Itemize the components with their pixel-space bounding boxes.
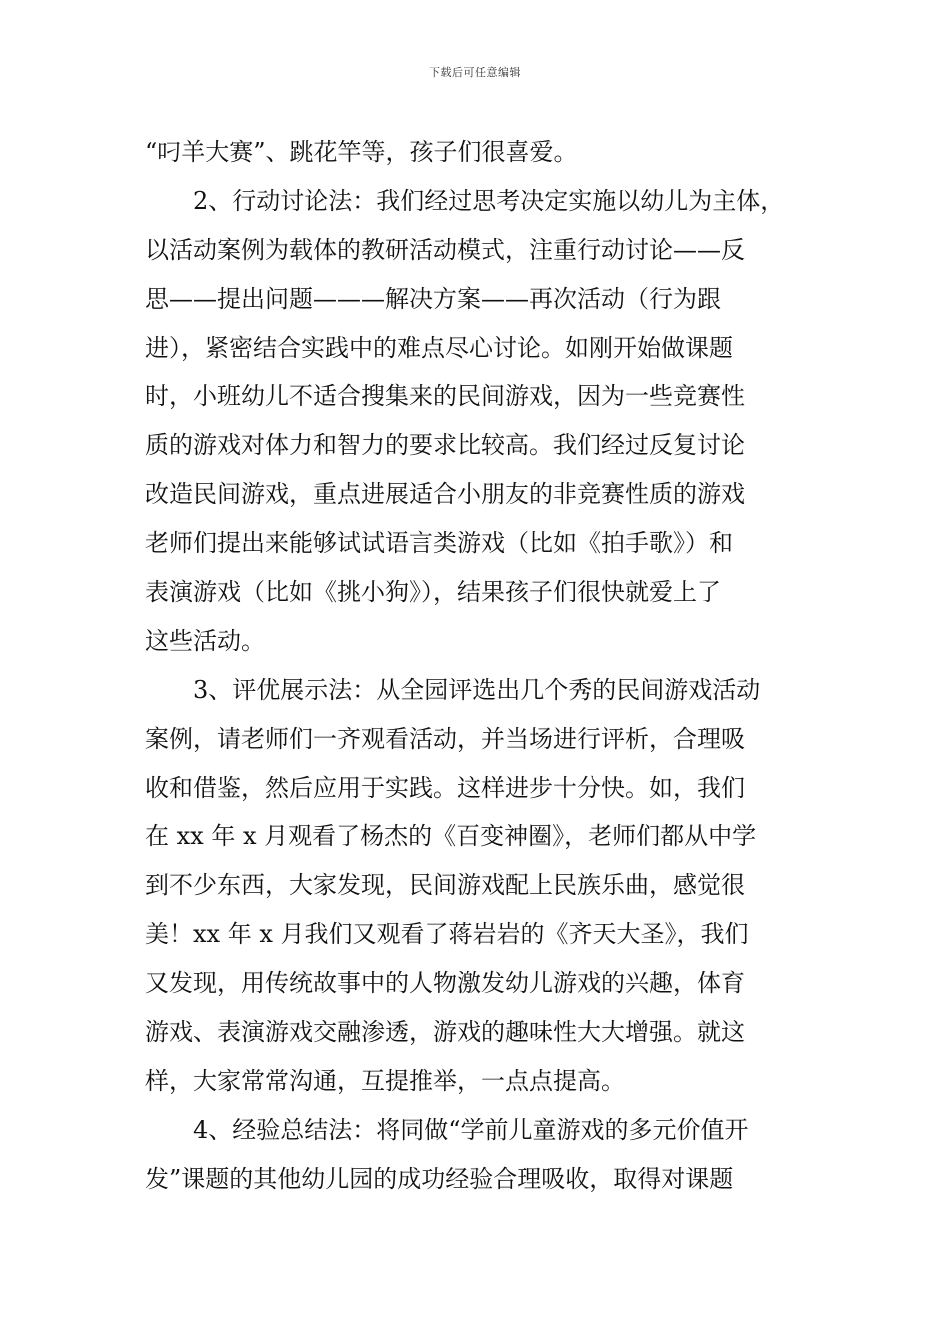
text-line: 游戏、表演游戏交融渗透，游戏的趣味性大大增强。就这 bbox=[145, 1018, 745, 1047]
text-line: 在 xx 年 x 月观看了杨杰的《百变神圈》，老师们都从中学 bbox=[145, 822, 757, 851]
text-line: 3、评优展示法：从全园评选出几个秀的民间游戏活动 bbox=[193, 675, 761, 704]
document-body bbox=[145, 128, 825, 1204]
text-line: 进），紧密结合实践中的难点尽心讨论。如刚开始做课题 bbox=[145, 333, 733, 362]
text-line: 4、经验总结法：将同做“学前儿童游戏的多元价值开 bbox=[193, 1115, 749, 1144]
text-line: 案例，请老师们一齐观看活动，并当场进行评析，合理吸 bbox=[145, 724, 745, 753]
text-line: 以活动案例为载体的教研活动模式，注重行动讨论——反 bbox=[145, 235, 745, 264]
text-line: 美！xx 年 x 月我们又观看了蒋岩岩的《齐天大圣》，我们 bbox=[145, 920, 749, 949]
text-line: 发”课题的其他幼儿园的成功经验合理吸收，取得对课题 bbox=[145, 1164, 734, 1193]
text-line: 又发现，用传统故事中的人物激发幼儿游戏的兴趣，体育 bbox=[145, 969, 745, 998]
text-line: 时，小班幼儿不适合搜集来的民间游戏，因为一些竞赛性 bbox=[145, 382, 745, 411]
text-line: 这些活动。 bbox=[145, 626, 265, 655]
text-line: 样，大家常常沟通，互提推举，一点点提高。 bbox=[145, 1066, 625, 1095]
text-line: 2、行动讨论法：我们经过思考决定实施以幼儿为主体， bbox=[193, 186, 785, 215]
text-line: 到不少东西，大家发现，民间游戏配上民族乐曲，感觉很 bbox=[145, 871, 745, 900]
text-line: 思——提出问题———解决方案——再次活动（行为跟 bbox=[145, 284, 721, 313]
text-line: “叼羊大赛”、跳花竿等，孩子们很喜爱。 bbox=[145, 138, 578, 166]
text-line: 表演游戏（比如《挑小狗》），结果孩子们很快就爱上了 bbox=[145, 578, 721, 607]
text-line: 收和借鉴，然后应用于实践。这样进步十分快。如，我们 bbox=[145, 773, 745, 802]
text-line: 改造民间游戏，重点进展适合小朋友的非竞赛性质的游戏 bbox=[145, 480, 745, 509]
text-line: 质的游戏对体力和智力的要求比较高。我们经过反复讨论 bbox=[145, 431, 745, 460]
page-header: 下载后可任意编辑 bbox=[429, 66, 521, 79]
text-line: 老师们提出来能够试试语言类游戏（比如《拍手歌》）和 bbox=[145, 529, 733, 558]
